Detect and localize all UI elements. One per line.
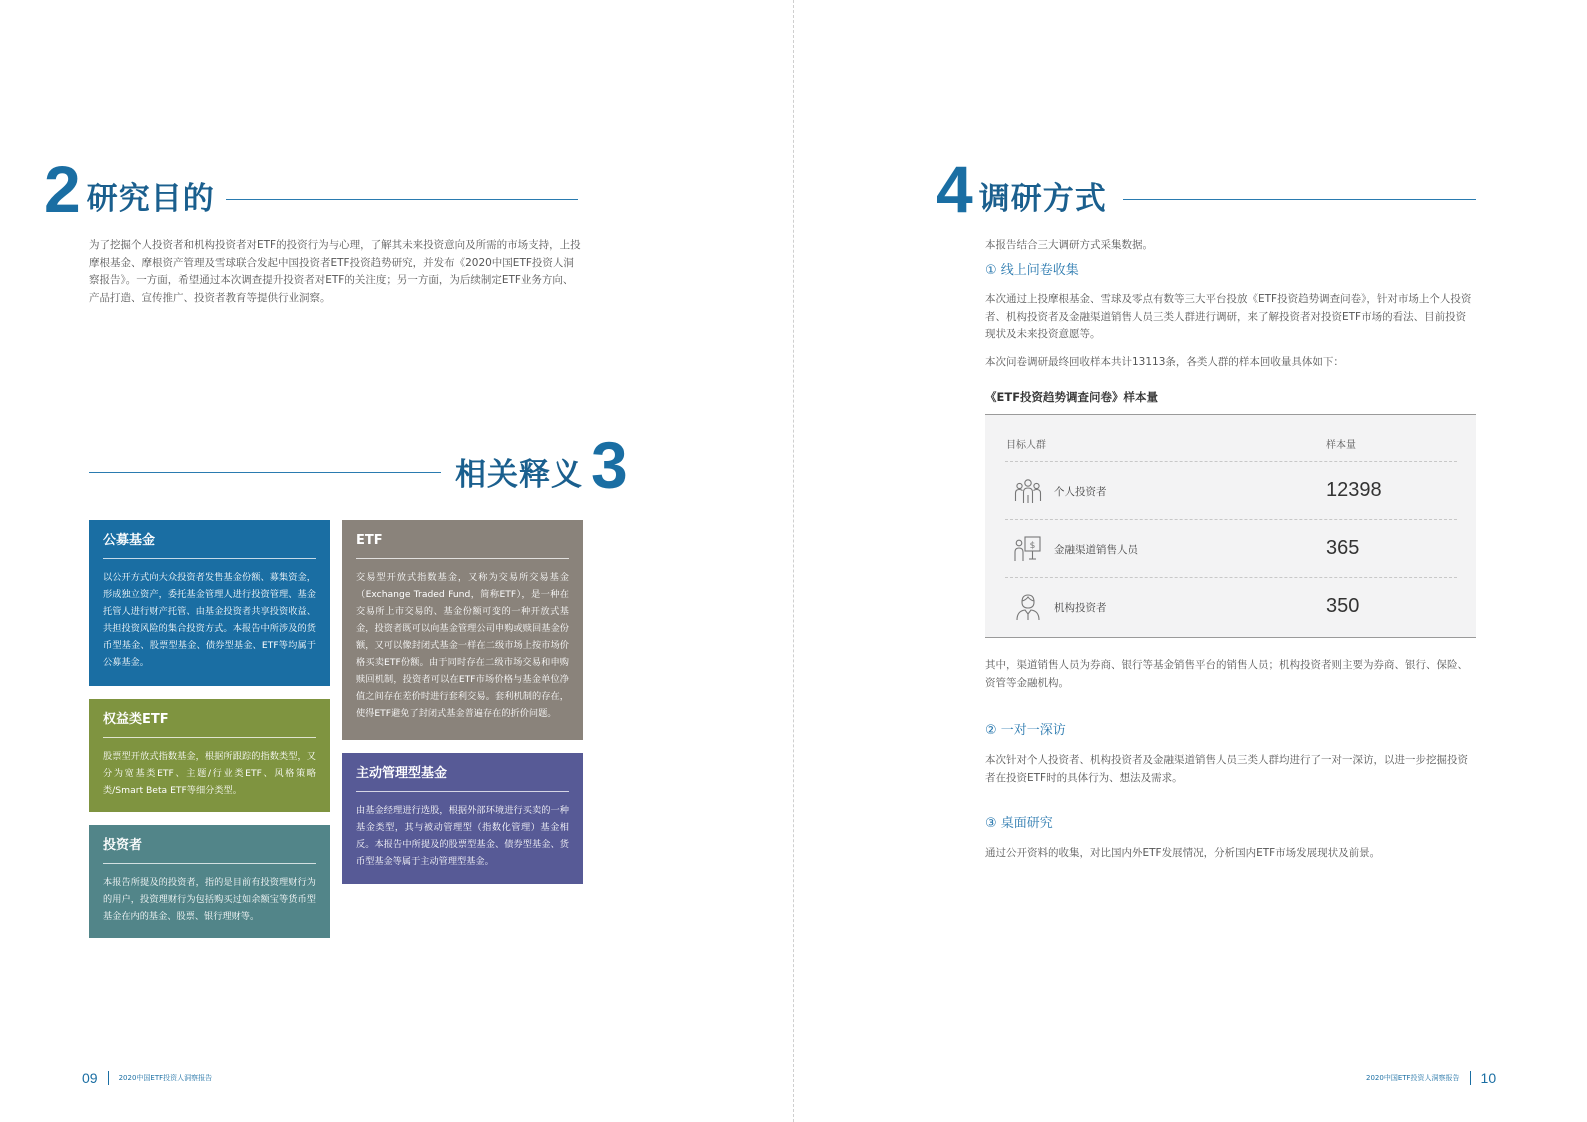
right-page-footer [1366, 1070, 1496, 1086]
method-1-paragraph: 本次通过上投摩根基金、雪球及零点有数等三大平台投放《ETF投资趋势调查问卷》，针对市场上个人投资者、机构投资者及金融渠道销售人员三类人群进行调研，来了解投资者对投资ETF市场的看法、目前投资现状及未来投资意愿等。 [985, 293, 1472, 340]
method-intro: 本报告结合三大调研方式采集数据。 [985, 239, 1153, 251]
method-2-paragraph: 本次针对个人投资者、机构投资者及金融渠道销售人员三类人群均进行了一对一深访，以进一步挖掘投资者在投资ETF时的具体行为、想法及需求。 [985, 754, 1468, 784]
card-body: 股票型开放式指数基金，根据所跟踪的指数类型，又分为宽基类ETF、主题/行业类ETF、风格策略类/Smart Beta ETF等细分类型。 [103, 751, 316, 796]
card-body: 以公开方式向大众投资者发售基金份额、募集资金，形成独立资产，委托基金管理人进行投资管理、基金托管人进行财产托管、由基金投资者共享投资收益、共担投资风险的集合投资方式。本报告中所涉及的货币型基金、股票型基金、债券型基金、ETF等均属于公募基金。 [103, 572, 316, 668]
sample-size-table [985, 414, 1476, 638]
definition-card-active-fund [342, 753, 583, 884]
section-4-heading [936, 152, 1107, 226]
footer-report-title: 2020中国ETF投资人洞察报告 [1366, 1074, 1460, 1082]
section-number: 3 [591, 428, 628, 502]
card-title: 投资者 [103, 837, 316, 864]
table-footnote: 其中，渠道销售人员为券商、银行等基金销售平台的销售人员；机构投资者则主要为券商、银行、保险、资管等金融机构。 [985, 659, 1468, 689]
sample-count: 12398 [1326, 479, 1382, 501]
method-1-sample-note: 本次问卷调研最终回收样本共计13113条，各类人群的样本回收量具体如下： [985, 356, 1344, 368]
table-header-group: 目标人群 [1006, 440, 1046, 451]
group-label: 金融渠道销售人员 [1054, 544, 1138, 556]
footer-separator [1470, 1071, 1471, 1085]
section-4-rule [1123, 199, 1476, 200]
table-header-count: 样本量 [1326, 440, 1356, 451]
section-2-rule [226, 199, 578, 200]
section-title: 相关释义 [455, 457, 583, 493]
people-group-icon [1013, 476, 1043, 506]
sample-table-title: 《ETF投资趋势调查问卷》样本量 [985, 390, 1159, 404]
table-row [1005, 577, 1457, 636]
professional-icon [1013, 592, 1043, 622]
presenter-icon [1013, 534, 1043, 564]
method-2-heading: ② 一对一深访 [985, 723, 1066, 738]
card-body: 由基金经理进行选股，根据外部环境进行买卖的一种基金类型，其与被动管理型（指数化管理）基金相反。本报告中所提及的股票型基金、债券型基金、货币型基金等属于主动管理型基金。 [356, 805, 569, 867]
card-title: 权益类ETF [103, 711, 316, 738]
group-label: 个人投资者 [1054, 486, 1107, 498]
definition-card-equity-etf [89, 699, 330, 812]
footer-separator [108, 1071, 109, 1085]
card-body: 本报告所提及的投资者，指的是目前有投资理财行为的用户，投资理财行为包括购买过如余额宝等货币型基金在内的基金、股票、银行理财等。 [103, 877, 316, 922]
section-3-heading [455, 428, 628, 502]
section-3-rule [89, 472, 441, 473]
section-title: 研究目的 [86, 181, 215, 217]
definition-card-investor [89, 825, 330, 938]
card-body: 交易型开放式指数基金，又称为交易所交易基金（Exchange Traded Fund，简称ETF），是一种在交易所上市交易的、基金份额可变的一种开放式基金，投资者既可以向基金管理公司申购或赎回基金份额，又可以像封闭式基金一样在二级市场上按市场价格买卖ETF份额。由于同时存在二级市场交易和申购赎回机制，投资者可以在ETF市场价格与基金单位净值之间存在差价时进行套利交易。套利机制的存在，使得ETF避免了封闭式基金普遍存在的折价问题。 [356, 572, 569, 719]
method-3-paragraph: 通过公开资料的收集，对比国内外ETF发展情况，分析国内ETF市场发展现状及前景。 [985, 847, 1381, 859]
section-title: 调研方式 [978, 181, 1107, 217]
group-label: 机构投资者 [1054, 602, 1107, 614]
section-number: 4 [936, 152, 973, 226]
sample-count: 365 [1326, 537, 1360, 559]
section-number: 2 [44, 152, 81, 226]
card-title: 主动管理型基金 [356, 765, 569, 792]
definition-card-public-fund [89, 520, 330, 686]
card-title: 公募基金 [103, 532, 316, 559]
footer-report-title: 2020中国ETF投资人洞察报告 [118, 1074, 213, 1082]
page-number: 09 [82, 1070, 98, 1086]
page-spread-divider [793, 0, 794, 1122]
method-1-heading: ① 线上问卷收集 [985, 263, 1079, 278]
table-row [1005, 519, 1457, 578]
page-number: 10 [1480, 1070, 1497, 1086]
method-3-heading: ③ 桌面研究 [985, 816, 1053, 831]
sample-count: 350 [1326, 595, 1360, 617]
left-page-footer [82, 1070, 212, 1086]
table-row [1005, 461, 1457, 520]
definition-card-etf [342, 520, 583, 740]
svg-text:$: $ [1029, 541, 1036, 551]
card-title: ETF [356, 532, 569, 559]
section-2-heading [44, 152, 215, 226]
research-purpose-paragraph: 为了挖掘个人投资者和机构投资者对ETF的投资行为与心理，了解其未来投资意向及所需的市场支持，上投摩根基金、摩根资产管理及雪球联合发起中国投资者ETF投资趋势研究，并发布《2020中国ETF投资人洞察报告》。一方面，希望通过本次调查提升投资者对ETF的关注度；另一方面，为后续制定ETF业务方向、产品打造、宣传推广、投资者教育等提供行业洞察。 [89, 239, 581, 304]
